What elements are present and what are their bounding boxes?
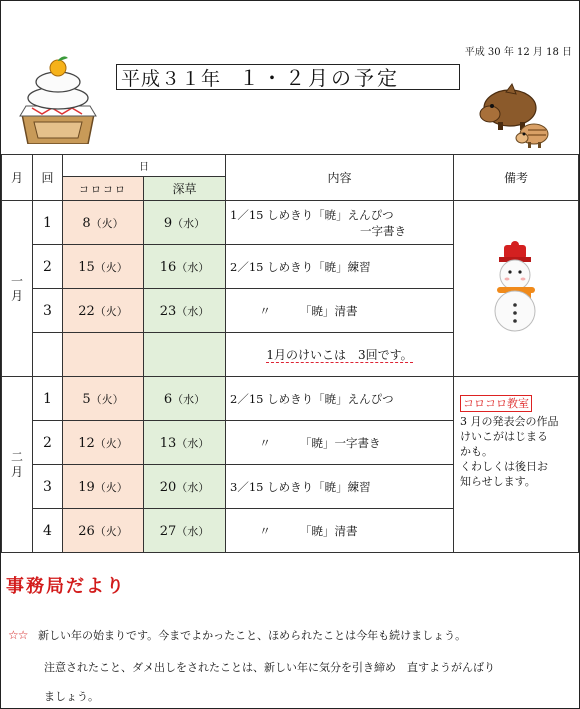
fukakusa-date: 13（水） [144, 421, 226, 465]
kai-number: 1 [33, 377, 63, 421]
fukakusa-date: 23（水） [144, 289, 226, 333]
month-february: 二 月 [2, 377, 33, 553]
korokoro-date: 19（火） [63, 465, 144, 509]
kai-number: 4 [33, 509, 63, 553]
table-row [2, 201, 579, 245]
snowman-icon [485, 241, 547, 333]
kai-number: 3 [33, 465, 63, 509]
lesson-content: 1／15 しめきり「暁」えんぴつ 一字書き [226, 201, 454, 245]
lesson-content: 3／15 しめきり「暁」練習 [226, 465, 454, 509]
fukakusa-date: 16（水） [144, 245, 226, 289]
boar-icon [476, 80, 556, 152]
fukakusa-date: 27（水） [144, 509, 226, 553]
title-main: １・２月の予定 [239, 66, 401, 90]
month-january: 一 月 [2, 201, 33, 377]
korokoro-class-badge: コロコロ教室 [460, 395, 532, 412]
korokoro-date: 12（火） [63, 421, 144, 465]
remarks-january [454, 201, 579, 377]
fukakusa-date: 20（水） [144, 465, 226, 509]
lesson-content: 〃 「暁」一字書き [226, 421, 454, 465]
korokoro-date: 22（火） [63, 289, 144, 333]
issue-date: 平成 30 年 12 月 18 日 [464, 47, 572, 58]
kai-number: 1 [33, 201, 63, 245]
fukakusa-date: 9（水） [144, 201, 226, 245]
korokoro-date: 8（火） [63, 201, 144, 245]
header-fukakusa: 深草 [144, 177, 226, 201]
korokoro-date: 5（火） [63, 377, 144, 421]
news-line-2: 注意されたこと、ダメ出しをされたことは、新しい年に気分を引き締め 直すようがんばり [44, 661, 495, 674]
korokoro-date: 15（火） [63, 245, 144, 289]
news-title: 事務局だより [6, 576, 126, 597]
header-korokoro: コロコロ [63, 177, 144, 201]
star-icon: ☆☆ [8, 628, 28, 642]
kai-number: 3 [33, 289, 63, 333]
schedule-table [1, 154, 579, 553]
page-title [116, 64, 460, 90]
news-line-1: ☆☆ 新しい年の始まりです。今までよかったこと、ほめられたことは今年も続けましょう。 [8, 628, 467, 642]
header-remarks: 備考 [454, 155, 579, 201]
header-day: 日 [63, 155, 226, 177]
remarks-february: コロコロ教室 3 月の発表会の作品 けいこがはじまる かも。 くわしくは後日お 知らせします。 [454, 377, 579, 553]
kai-number: 2 [33, 421, 63, 465]
title-year: 平成３１年 [121, 68, 222, 90]
fukakusa-date: 6（水） [144, 377, 226, 421]
header-content: 内容 [226, 155, 454, 201]
news-line-3: ましょう。 [44, 690, 99, 703]
kagami-mochi-icon [18, 52, 98, 144]
korokoro-date: 26（火） [63, 509, 144, 553]
kai-number: 2 [33, 245, 63, 289]
january-note: 1月のけいこは 3回です。 [226, 333, 454, 377]
header-kai: 回 [33, 155, 63, 201]
header-month: 月 [2, 155, 33, 201]
lesson-content: 2／15 しめきり「暁」えんぴつ [226, 377, 454, 421]
lesson-content: 〃 「暁」清書 [226, 289, 454, 333]
lesson-content: 2／15 しめきり「暁」練習 [226, 245, 454, 289]
lesson-content: 〃 「暁」清書 [226, 509, 454, 553]
table-row [2, 377, 579, 421]
